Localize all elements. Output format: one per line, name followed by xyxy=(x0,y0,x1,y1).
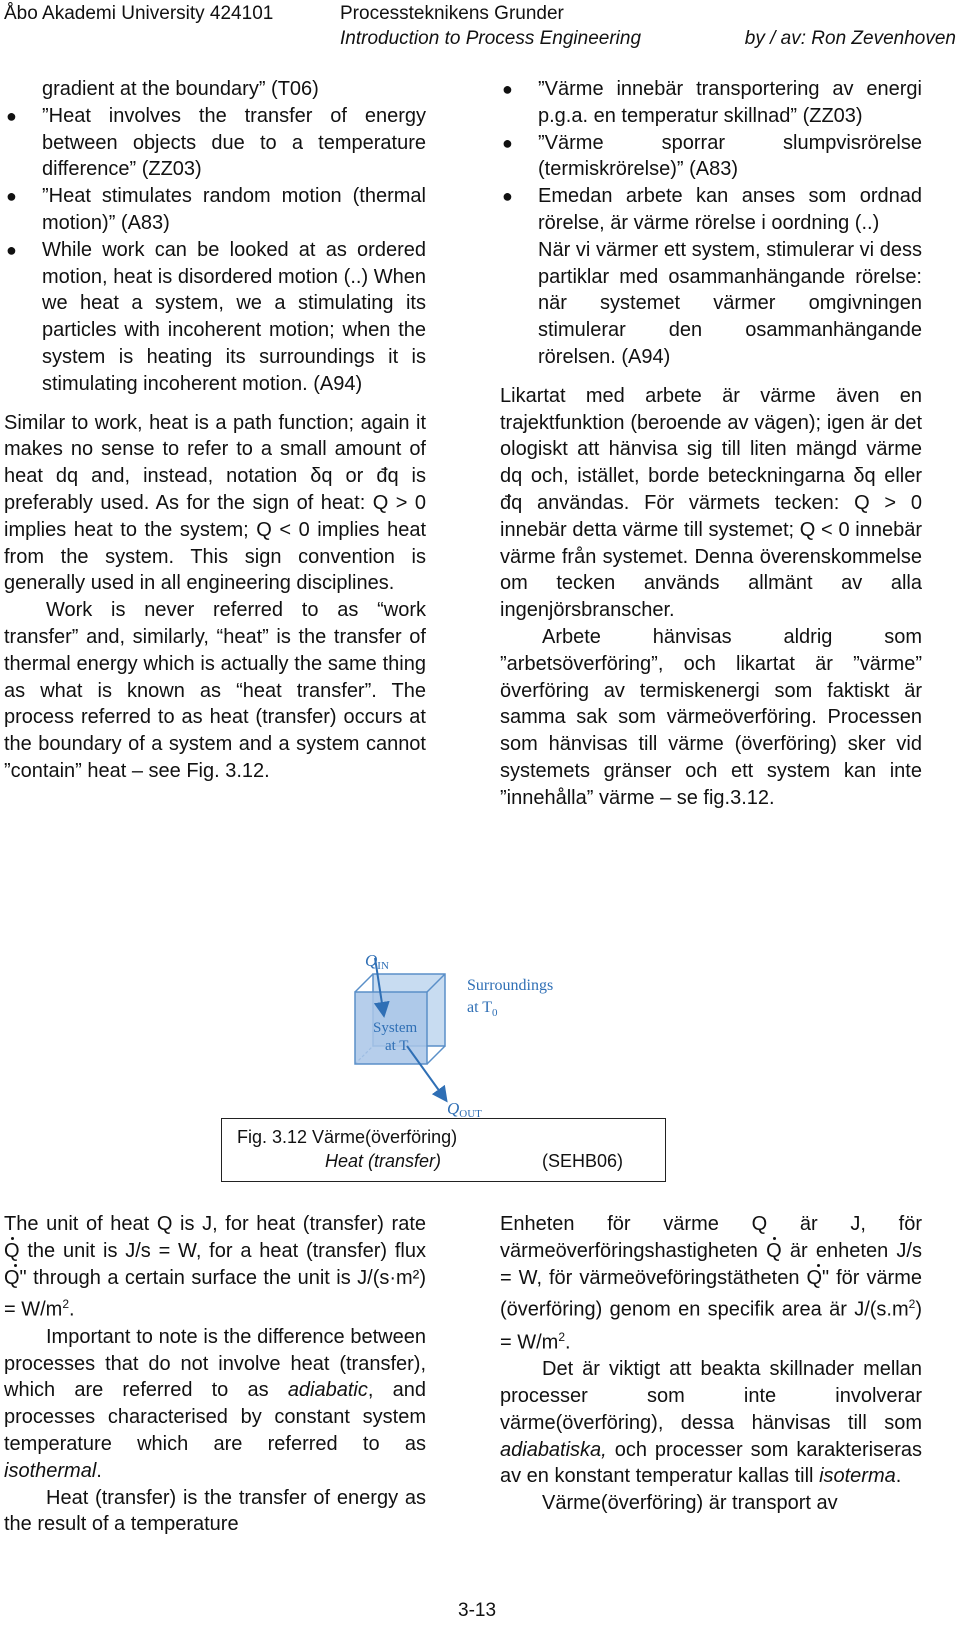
list-item: ● ”Heat involves the transfer of energy between objects due to a temperature difference” (ZZ03) xyxy=(6,104,426,181)
bullet-icon: ● xyxy=(502,186,513,207)
svg-text:at T0 xyxy=(467,999,498,1019)
q-dot-flux-symbol: Q" xyxy=(806,1265,829,1292)
en-bottom-column xyxy=(4,1211,426,1538)
surroundings-label-1: Surroundings xyxy=(467,977,554,994)
svg-text:QIN xyxy=(365,951,389,972)
q-dot-symbol: Q xyxy=(4,1238,20,1265)
header-author: by / av: Ron Zevenhoven xyxy=(744,28,956,49)
list-item: ● ”Värme innebär transportering av energi p.g.a. en temperatur skillnad” (ZZ03) xyxy=(502,78,922,127)
caption-source: (SEHB06) xyxy=(542,1151,624,1171)
header-course-en: Introduction to Process Engineering xyxy=(340,28,642,49)
sv-paragraph: Likartat med arbete är värme även en trajektfunktion (beroende av vägen); igen är det ologiskt att hänvisa sig till liten mängd värme dq och, istället, borde beteckningarna δq eller đq användas. För värmets tecken: Q > 0 innebär detta värme till systemet; Q < 0 innebär värme från systemet. Denna överenskommelse om tecken används allmänt av alla ingenjörsbranscher. xyxy=(500,384,922,622)
header-university: Åbo Akademi University 424101 xyxy=(4,3,274,24)
surroundings-subscript: 0 xyxy=(492,1007,498,1019)
bullet-icon: ● xyxy=(6,186,17,207)
sv-paragraph: Värme(överföring) är transport av xyxy=(542,1492,838,1515)
sv-bottom-column xyxy=(500,1211,922,1517)
sv-bullet-list xyxy=(500,76,922,237)
bullet-icon: ● xyxy=(6,105,17,126)
list-item: ● Emedan arbete kan anses som ordnad rörelse, är värme rörelse i oordning (..) xyxy=(502,185,922,234)
q-in-label: Q xyxy=(365,951,378,970)
en-bullet-list xyxy=(4,103,426,398)
sv-top-column xyxy=(500,76,922,812)
term-adiabatic: adiabatic xyxy=(287,1379,368,1402)
q-dot-flux-symbol: Q" xyxy=(4,1265,27,1292)
caption-line-1: Fig. 3.12 Värme(överföring) xyxy=(237,1127,458,1147)
q-out-label: Q xyxy=(447,1099,460,1118)
system-label-2: at T xyxy=(385,1038,409,1054)
en-paragraph: Similar to work, heat is a path function; again it makes no sense to refer to a small amount of heat dq and, instead, notation δq or đq is preferably used. As for the sign of heat: Q > 0 implies heat to the system; Q < 0 implies heat from the system. This sign convention is generally used in all engineering disciplines. xyxy=(4,411,426,595)
q-in-subscript: IN xyxy=(377,960,389,972)
list-item: ● ”Heat stimulates random motion (thermal motion)” (A83) xyxy=(6,185,426,234)
page-number: 3-13 xyxy=(458,1600,497,1621)
en-paragraph: The unit of heat Q is J, for heat (transfer) rate Q the unit is J/s = W, for a heat (transfer) flux Q" through a certain surface the unit is $J/(s\cdot m^2) = W/m^2$. xyxy=(4,1213,426,1322)
sv-paragraph: Arbete hänvisas aldrig som ”arbetsöverföring”, och likartat är ”värme” överföring av termiskenergi som faktiskt är samma sak som värmeöverföring. Processen som hänvisas till värme (överföring) sker vid systemets gränser och ett system kan inte ”innehålla” värme – se fig.3.12. xyxy=(500,625,922,809)
surroundings-label-2: at T xyxy=(467,999,493,1016)
list-item: ● ”Värme sporrar slumpvisrörelse (termiskrörelse)” (A83) xyxy=(502,131,922,181)
sv-paragraph: Enheten för värme Q är J, för värmeöverföringshastigheten Q är enheten J/s = W, för värmeöveföringstätheten Q" för värme (överföring) genom en specifik area är $J/(s.m^2) = W/m^2$. xyxy=(500,1213,923,1354)
system-surroundings-figure xyxy=(345,950,625,1120)
svg-text:QOUT xyxy=(447,1099,482,1120)
en-paragraph: Work is never referred to as “work transfer” and, similarly, “heat” is the transfer of thermal energy which is actually the same thing as what is known as “heat transfer”. The process referred to as heat (transfer) occurs at the boundary of a system and a system cannot ”contain” heat – see Fig. 3.12. xyxy=(4,599,426,782)
q-dot-symbol: Q xyxy=(766,1238,782,1265)
q-out-subscript: OUT xyxy=(459,1108,482,1120)
term-isothermal: isothermal xyxy=(4,1459,97,1482)
figure-caption xyxy=(221,1118,666,1182)
bullet-icon: ● xyxy=(502,132,513,153)
term-isoterma: isoterma xyxy=(819,1465,896,1488)
list-item: ● While work can be looked at as ordered motion, heat is disordered motion (..) When we heat a system, we a stimulating its particles with incoherent motion; when the system is heating its surroundings it is stimulating incoherent motion. (A94) xyxy=(6,238,426,395)
en-lead: gradient at the boundary” (T06) xyxy=(42,78,319,100)
en-paragraph: Heat (transfer) is the transfer of energy as the result of a temperature xyxy=(4,1486,426,1536)
system-label-1: System xyxy=(373,1020,418,1036)
header-course-sv: Processteknikens Grunder xyxy=(340,3,564,24)
sv-bullet-continuation: När vi värmer ett system, stimulerar vi dess partiklar med osammanhängande rörelse: när systemet värmer omgivningen stimulerar den osammanhängande rörelsen. (A94) xyxy=(538,238,922,368)
en-top-column xyxy=(4,76,426,785)
caption-line-2: Heat (transfer) xyxy=(325,1151,442,1171)
sv-paragraph: Det är viktigt att beakta skillnader mellan processer som inte involverar värme(överföring), dessa hänvisas till som adiabatiska, och processer som karakteriseras av en konstant temperatur kallas till isoterma. xyxy=(500,1358,922,1488)
term-adiabatiska: adiabatiska, xyxy=(500,1438,607,1461)
en-paragraph: Important to note is the difference between processes that do not involve heat (transfer), which are referred to as adiabatic, and processes characterised by constant system temperature which are referred to as isothermal. xyxy=(4,1325,426,1482)
bullet-icon: ● xyxy=(502,79,513,99)
bullet-icon: ● xyxy=(6,239,17,260)
